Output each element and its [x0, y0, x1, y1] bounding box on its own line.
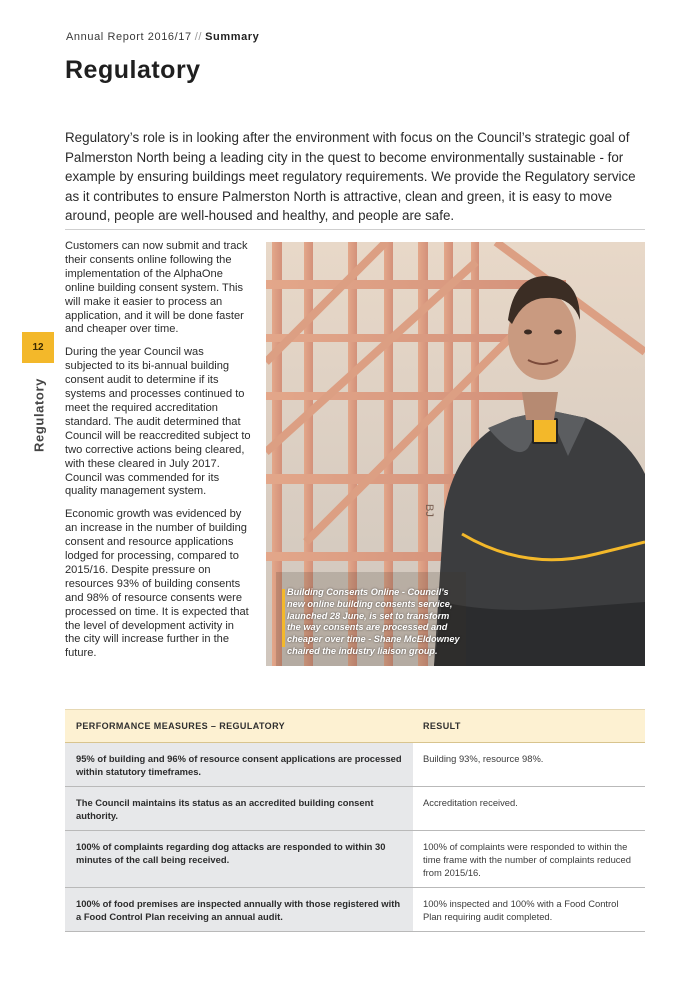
column-header-measures: PERFORMANCE MEASURES – REGULATORY: [76, 721, 286, 731]
caption-accent-bar: [282, 589, 285, 647]
body-paragraph: During the year Council was subjected to its bi-annual building consent audit to determine if its systems and processes continued to meet the required accreditation standard. The audit determined that Council will be reaccredited subject to two corrective actions being cleared, with these cleared in July 2017. Council was commended for its quality management system.: [65, 346, 251, 498]
photo-caption: Building Consents Online - Council’s new online building consents service, launched 28 June, is set to transform the way consents are processed and cheaper over time - Shane McEldowney chaired the industry liaison group.: [287, 587, 460, 656]
table-row: [65, 888, 645, 932]
body-paragraph: Customers can now submit and track their consents online following the implementation of the AlphaOne online building consent system. This will make it easier to process an application, and it will be done faster and cheaper over time.: [65, 240, 248, 336]
body-paragraph: Economic growth was evidenced by an increase in the number of building consent and resource applications lodged for processing, compared to 2015/16. Despite pressure on resources 93% of building consents and 98% of resource consents were processed on time. It is expected that the level of development activity in the city will increase further in the future.: [65, 508, 249, 660]
intro-paragraph: Regulatory’s role is in looking after the environment with focus on the Council’s strategic goal of Palmerston North being a leading city in the quest to become environmentally sustainable - for example by ensuring buildings meet regulatory requirements. We provide the Regulatory service as it contributes to ensure Palmerston North is attractive, clean and green, it is easy to move around, people are well-housed and healthy, and people are safe.: [65, 130, 636, 224]
result-cell: 100% inspected and 100% with a Food Control Plan requiring audit completed.: [413, 888, 645, 931]
table-row: [65, 787, 645, 831]
side-section-label: [31, 377, 47, 452]
divider: [65, 229, 645, 230]
result-cell: 100% of complaints were responded to within the time frame with the number of complaints reduced from 2015/16.: [413, 831, 645, 887]
result-cell: Building 93%, resource 98%.: [413, 743, 645, 786]
measure-cell: 100% of food premises are inspected annually with those registered with a Food Control Plan receiving an annual audit.: [65, 888, 413, 931]
result-cell: Accreditation received.: [413, 787, 645, 830]
header-separator: //: [194, 31, 203, 43]
section-name: Summary: [205, 31, 260, 43]
table-row: [65, 831, 645, 888]
running-header: [66, 31, 259, 43]
column-header-result: RESULT: [423, 721, 461, 731]
table-row: [65, 743, 645, 787]
table-header: [65, 709, 645, 743]
page-title: Regulatory: [65, 56, 201, 84]
body-column: [65, 240, 252, 670]
measure-cell: 100% of complaints regarding dog attacks are responded to within 30 minutes of the call being received.: [65, 831, 413, 887]
performance-measures-table: [65, 709, 645, 932]
measure-cell: 95% of building and 96% of resource consent applications are processed within statutory timeframes.: [65, 743, 413, 786]
page-number: 12: [32, 342, 44, 353]
report-name: Annual Report 2016/17: [66, 31, 192, 43]
side-label-text: Regulatory: [31, 377, 47, 452]
measure-cell: The Council maintains its status as an accredited building consent authority.: [65, 787, 413, 830]
frame-marking: BJ: [423, 504, 435, 517]
